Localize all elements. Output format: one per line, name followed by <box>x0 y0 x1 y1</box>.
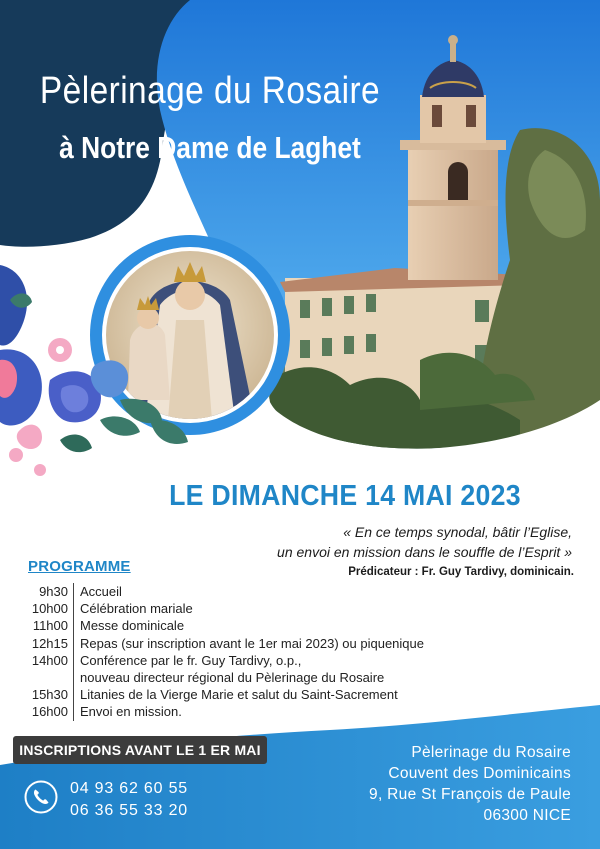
schedule-row <box>28 669 424 686</box>
schedule-time: 10h00 <box>28 600 74 617</box>
schedule-time <box>28 669 74 686</box>
phone-number-2[interactable]: 06 36 55 33 20 <box>70 802 188 819</box>
schedule-time: 9h30 <box>28 583 74 600</box>
schedule-row <box>28 600 424 617</box>
schedule-row <box>28 617 424 634</box>
schedule-row <box>28 703 424 720</box>
schedule-desc: Envoi en mission. <box>80 704 182 720</box>
schedule-row <box>28 652 424 669</box>
address-line-4: 06300 NICE <box>483 807 571 824</box>
schedule-time: 15h30 <box>28 686 74 703</box>
event-subtitle: à Notre Dame de Laghet <box>59 130 361 165</box>
schedule-time: 16h00 <box>28 703 74 720</box>
event-date: LE DIMANCHE 14 MAI 2023 <box>169 480 521 512</box>
program-schedule <box>28 583 424 721</box>
contact-address <box>369 742 571 826</box>
phone-icon <box>24 780 58 814</box>
preacher-line: Prédicateur : Fr. Guy Tardivy, dominicain. <box>348 566 574 578</box>
schedule-desc: Litanies de la Vierge Marie et salut du Saint-Sacrement <box>80 687 398 703</box>
schedule-desc: Conférence par le fr. Guy Tardivy, o.p., <box>80 652 302 668</box>
event-title: Pèlerinage du Rosaire <box>39 70 381 112</box>
theme-quote <box>277 522 572 562</box>
schedule-desc: Accueil <box>80 584 122 599</box>
program-heading: PROGRAMME <box>28 558 131 575</box>
registration-badge: INSCRIPTIONS AVANT LE 1 ER MAI <box>13 736 267 764</box>
phone-numbers <box>70 778 188 822</box>
schedule-row <box>28 635 424 652</box>
phone-number-1[interactable]: 04 93 62 60 55 <box>70 780 188 797</box>
schedule-time: 14h00 <box>28 652 74 669</box>
quote-line-1: « En ce temps synodal, bâtir l’Eglise, <box>343 524 572 540</box>
schedule-row <box>28 583 424 600</box>
address-line-3: 9, Rue St François de Paule <box>369 786 571 803</box>
address-line-1: Pèlerinage du Rosaire <box>411 744 571 761</box>
schedule-desc: nouveau directeur régional du Pèlerinage du Rosaire <box>80 670 385 686</box>
schedule-desc: Repas (sur inscription avant le 1er mai 2023) ou piquenique <box>80 635 424 651</box>
schedule-time: 12h15 <box>28 635 74 652</box>
schedule-row <box>28 686 424 703</box>
schedule-desc: Messe dominicale <box>80 618 185 634</box>
schedule-desc: Célébration mariale <box>80 601 193 617</box>
quote-line-2: un envoi en mission dans le souffle de l’Esprit » <box>277 544 572 560</box>
schedule-time: 11h00 <box>28 617 74 634</box>
address-line-2: Couvent des Dominicains <box>388 765 571 782</box>
